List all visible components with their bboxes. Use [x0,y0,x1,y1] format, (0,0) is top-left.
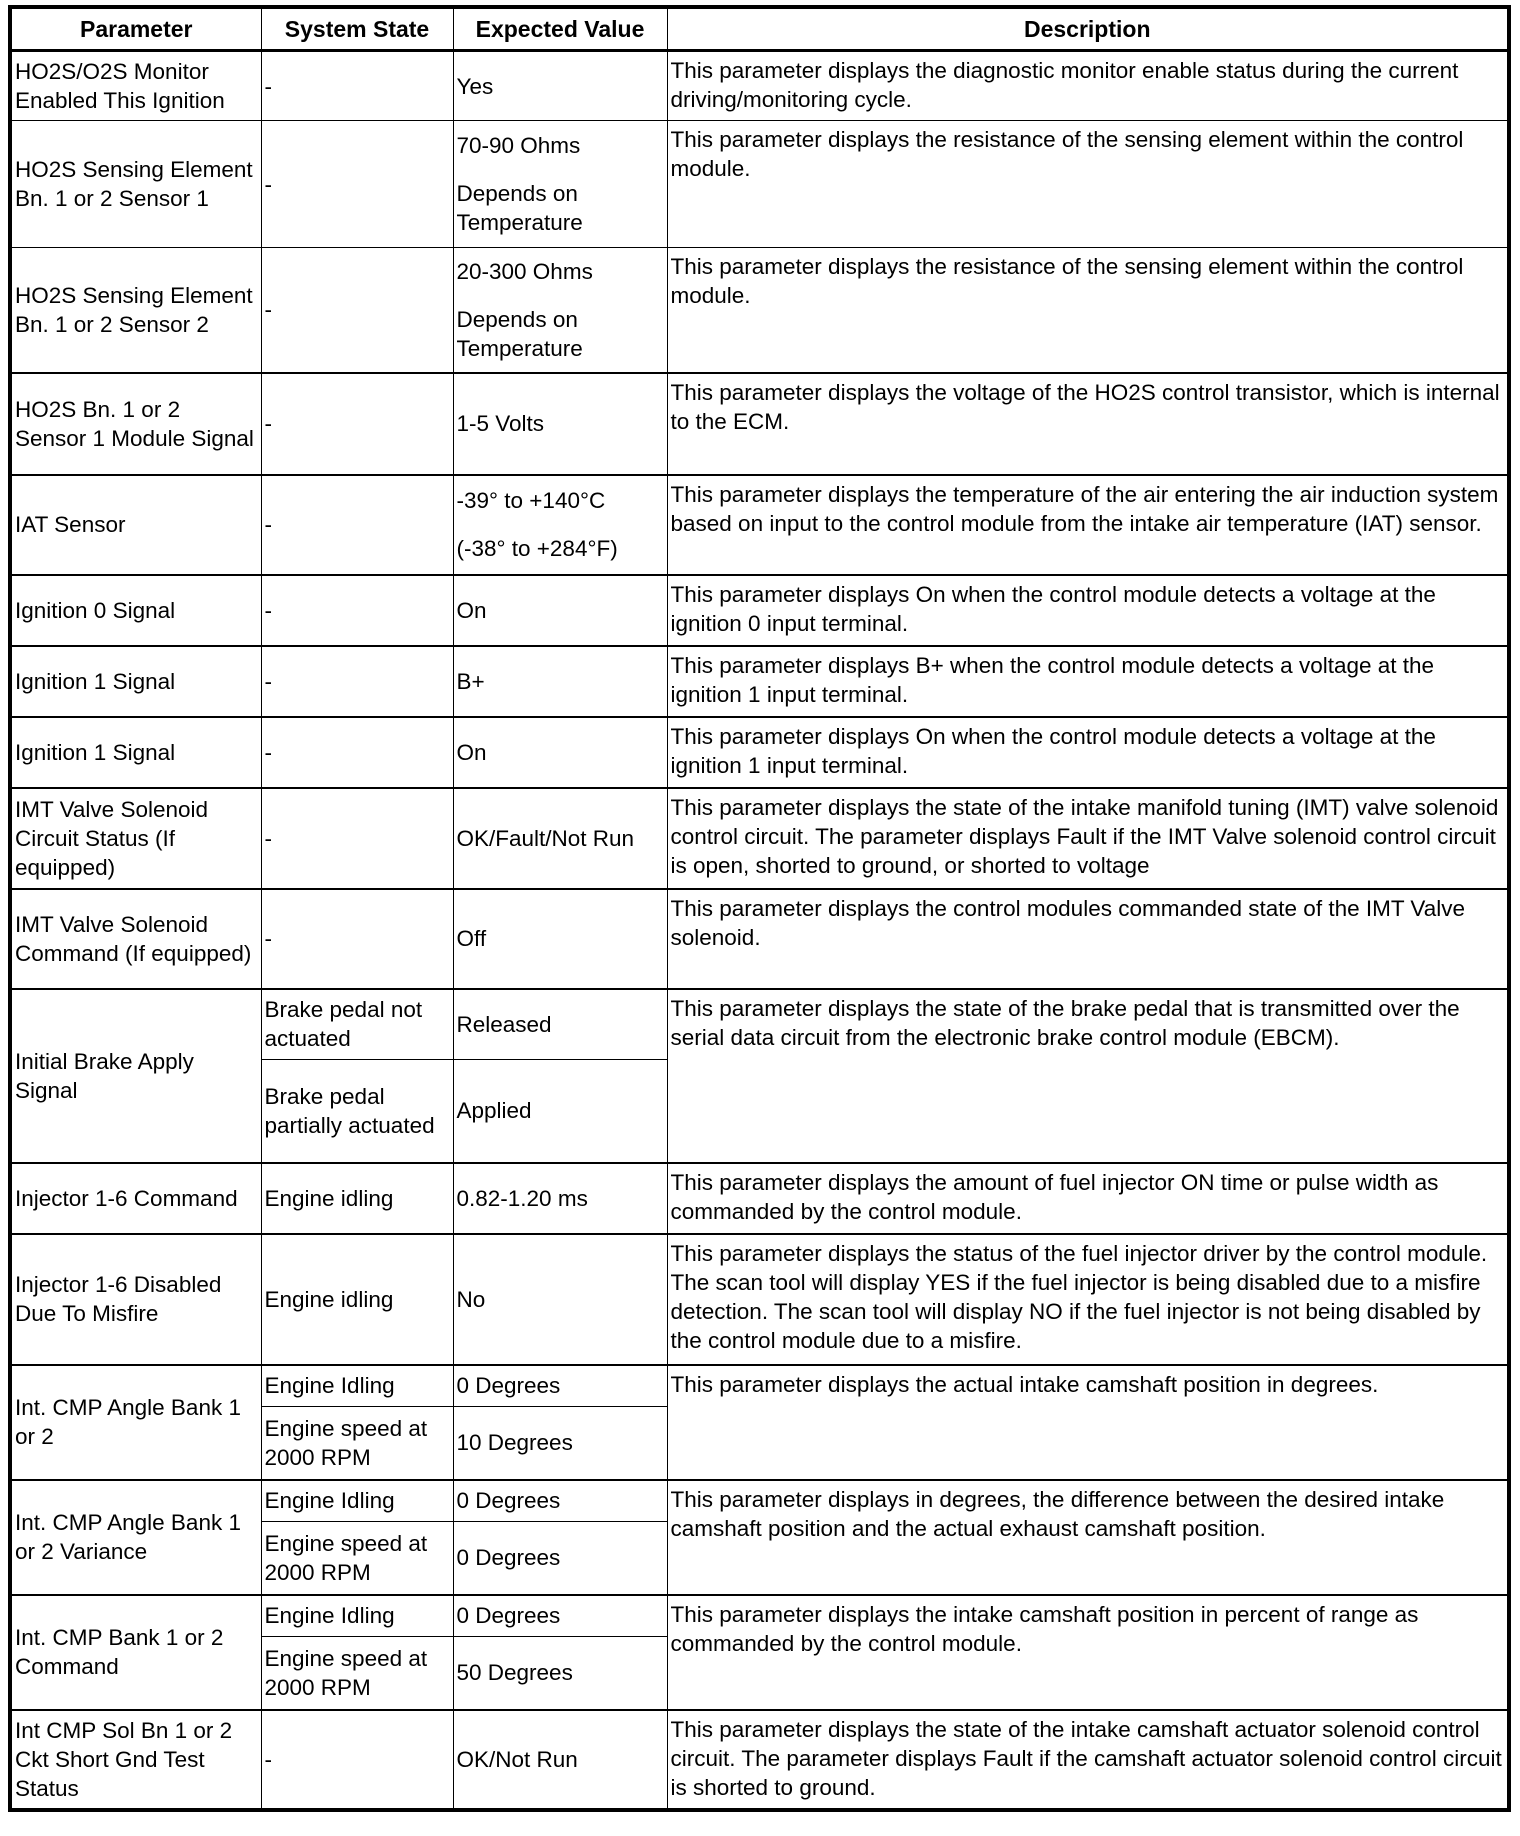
expected-value-line: 1-5 Volts [456,411,545,436]
expected-value-cell [453,889,667,989]
system-state-cell: - [261,475,453,575]
parameter-cell: Int CMP Sol Bn 1 or 2 Ckt Short Gnd Test Status [10,1710,261,1810]
expected-value-line: OK/Fault/Not Run [456,825,635,851]
expected-value-line: Depends on Temperature [456,306,583,361]
expected-value-line: 0 Degrees [456,1488,561,1514]
expected-value-cell [453,1637,667,1710]
table-row [10,1595,1509,1637]
table-row [10,646,1509,717]
parameter-cell: Int. CMP Angle Bank 1 or 2 Variance [10,1480,261,1595]
system-state-cell: Engine speed at 2000 RPM [261,1522,453,1595]
expected-value-line: On [456,739,487,765]
system-state-cell: Engine speed at 2000 RPM [261,1637,453,1710]
header-description: Description [667,7,1509,51]
description-cell: This parameter displays in degrees, the difference between the desired intake camshaft position and the actual exhaust camshaft position. [667,1480,1509,1595]
expected-value-cell [453,1365,667,1407]
parameter-cell: Int. CMP Bank 1 or 2 Command [10,1595,261,1710]
expected-value-cell [453,989,667,1060]
table-row [10,248,1509,373]
header-parameter: Parameter [10,7,261,51]
system-state-cell: Engine speed at 2000 RPM [261,1407,453,1480]
table-row [10,373,1509,475]
parameter-cell: Initial Brake Apply Signal [10,989,261,1163]
table-row [10,51,1509,121]
expected-value-line: 50 Degrees [456,1660,573,1686]
system-state-cell: Brake pedal partially actuated [261,1060,453,1163]
expected-value-line: (-38° to +284°F) [456,536,618,561]
expected-value-line: 0 Degrees [456,1373,561,1399]
expected-value-cell [453,248,667,373]
table-row [10,121,1509,248]
expected-value-cell [453,646,667,717]
description-cell: This parameter displays the status of the fuel injector driver by the control module. The scan tool will display YES if the fuel injector is being disabled due to a misfire detection. The scan tool will display NO if the fuel injector is not being disabled by the control module due to a misfire. [667,1234,1509,1365]
expected-value-line: No [456,1286,486,1312]
expected-value-line: Applied [456,1098,532,1124]
expected-value-line: Released [456,1011,552,1037]
expected-value-cell [453,1060,667,1163]
system-state-cell: - [261,1710,453,1810]
line-gap [457,160,664,179]
description-cell: This parameter displays the amount of fuel injector ON time or pulse width as commanded by the control module. [667,1163,1509,1234]
expected-value-line: On [456,597,487,623]
description-cell: This parameter displays the voltage of the HO2S control transistor, which is internal to the ECM. [667,373,1509,475]
parameter-cell: IAT Sensor [10,475,261,575]
expected-value-cell [453,1407,667,1480]
system-state-cell: - [261,121,453,248]
parameter-cell: HO2S Sensing Element Bn. 1 or 2 Sensor 1 [10,121,261,248]
table-row [10,889,1509,989]
parameter-cell: Int. CMP Angle Bank 1 or 2 [10,1365,261,1480]
description-cell: This parameter displays B+ when the control module detects a voltage at the ignition 1 input terminal. [667,646,1509,717]
line-gap [457,286,664,305]
expected-value-line: 20-300 Ohms [456,258,593,284]
expected-value-line: Depends on Temperature [456,181,583,235]
description-cell: This parameter displays the resistance of the sensing element within the control module. [667,121,1509,248]
table-row [10,788,1509,889]
system-state-cell: - [261,889,453,989]
system-state-cell: - [261,788,453,889]
expected-value-line: 0.82-1.20 ms [456,1185,588,1211]
system-state-cell: - [261,575,453,646]
table-row [10,1163,1509,1234]
table-row [10,475,1509,575]
line-gap [457,515,664,534]
parameter-cell: Injector 1-6 Command [10,1163,261,1234]
expected-value-cell [453,373,667,475]
parameter-cell: HO2S Bn. 1 or 2 Sensor 1 Module Signal [10,373,261,475]
expected-value-line: 0 Degrees [456,1545,561,1571]
expected-value-line: Yes [456,73,494,99]
system-state-cell: - [261,248,453,373]
system-state-cell: Engine Idling [261,1595,453,1637]
table-row [10,1365,1509,1407]
expected-value-cell [453,1234,667,1365]
description-cell: This parameter displays the state of the intake manifold tuning (IMT) valve solenoid control circuit. The parameter displays Fault if the IMT Valve solenoid control circuit is open, shorted to ground, or shorted to voltage [667,788,1509,889]
expected-value-line: OK/Not Run [456,1746,578,1772]
parameter-cell: HO2S/O2S Monitor Enabled This Ignition [10,51,261,121]
description-cell: This parameter displays On when the control module detects a voltage at the ignition 1 input terminal. [667,717,1509,788]
expected-value-cell [453,1710,667,1810]
header-row [10,7,1509,51]
system-state-cell: Engine Idling [261,1365,453,1407]
system-state-cell: - [261,646,453,717]
system-state-cell: Engine idling [261,1163,453,1234]
description-cell: This parameter displays the diagnostic monitor enable status during the current driving/monitoring cycle. [667,51,1509,121]
expected-value-cell [453,788,667,889]
expected-value-line: 10 Degrees [456,1430,573,1456]
table-row [10,575,1509,646]
expected-value-cell [453,1595,667,1637]
expected-value-cell [453,121,667,248]
expected-value-line: Off [456,926,487,951]
parameter-cell: Ignition 1 Signal [10,646,261,717]
system-state-cell: - [261,373,453,475]
header-system-state: System State [261,7,453,51]
parameter-cell: HO2S Sensing Element Bn. 1 or 2 Sensor 2 [10,248,261,373]
table-row [10,717,1509,788]
expected-value-cell [453,1163,667,1234]
parameter-cell: Ignition 1 Signal [10,717,261,788]
parameter-table [8,5,1511,1812]
table-row [10,1480,1509,1522]
table-row [10,1234,1509,1365]
description-cell: This parameter displays On when the control module detects a voltage at the ignition 0 input terminal. [667,575,1509,646]
expected-value-cell [453,475,667,575]
expected-value-line: 70-90 Ohms [456,133,581,158]
system-state-cell: Engine idling [261,1234,453,1365]
expected-value-cell [453,1480,667,1522]
expected-value-line: B+ [456,668,485,694]
description-cell: This parameter displays the control modules commanded state of the IMT Valve solenoid. [667,889,1509,989]
description-cell: This parameter displays the intake camshaft position in percent of range as commanded by the control module. [667,1595,1509,1710]
description-cell: This parameter displays the temperature of the air entering the air induction system based on input to the control module from the intake air temperature (IAT) sensor. [667,475,1509,575]
system-state-cell: Engine Idling [261,1480,453,1522]
description-cell: This parameter displays the resistance of the sensing element within the control module. [667,248,1509,373]
description-cell: This parameter displays the state of the brake pedal that is transmitted over the serial data circuit from the electronic brake control module (EBCM). [667,989,1509,1163]
header-expected-value: Expected Value [453,7,667,51]
parameter-cell: Injector 1-6 Disabled Due To Misfire [10,1234,261,1365]
expected-value-cell [453,575,667,646]
expected-value-line: -39° to +140°C [456,488,606,513]
expected-value-cell [453,51,667,121]
system-state-cell: - [261,717,453,788]
system-state-cell: - [261,51,453,121]
expected-value-line: 0 Degrees [456,1603,561,1629]
expected-value-cell [453,1522,667,1595]
parameter-cell: Ignition 0 Signal [10,575,261,646]
expected-value-cell [453,717,667,788]
description-cell: This parameter displays the state of the intake camshaft actuator solenoid control circuit. The parameter displays Fault if the camshaft actuator solenoid control circuit is shorted to ground. [667,1710,1509,1810]
table-row [10,989,1509,1060]
parameter-cell: IMT Valve Solenoid Command (If equipped) [10,889,261,989]
parameter-cell: IMT Valve Solenoid Circuit Status (If equipped) [10,788,261,889]
system-state-cell: Brake pedal not actuated [261,989,453,1060]
table-row [10,1710,1509,1810]
table-body [10,51,1509,1810]
description-cell: This parameter displays the actual intake camshaft position in degrees. [667,1365,1509,1480]
